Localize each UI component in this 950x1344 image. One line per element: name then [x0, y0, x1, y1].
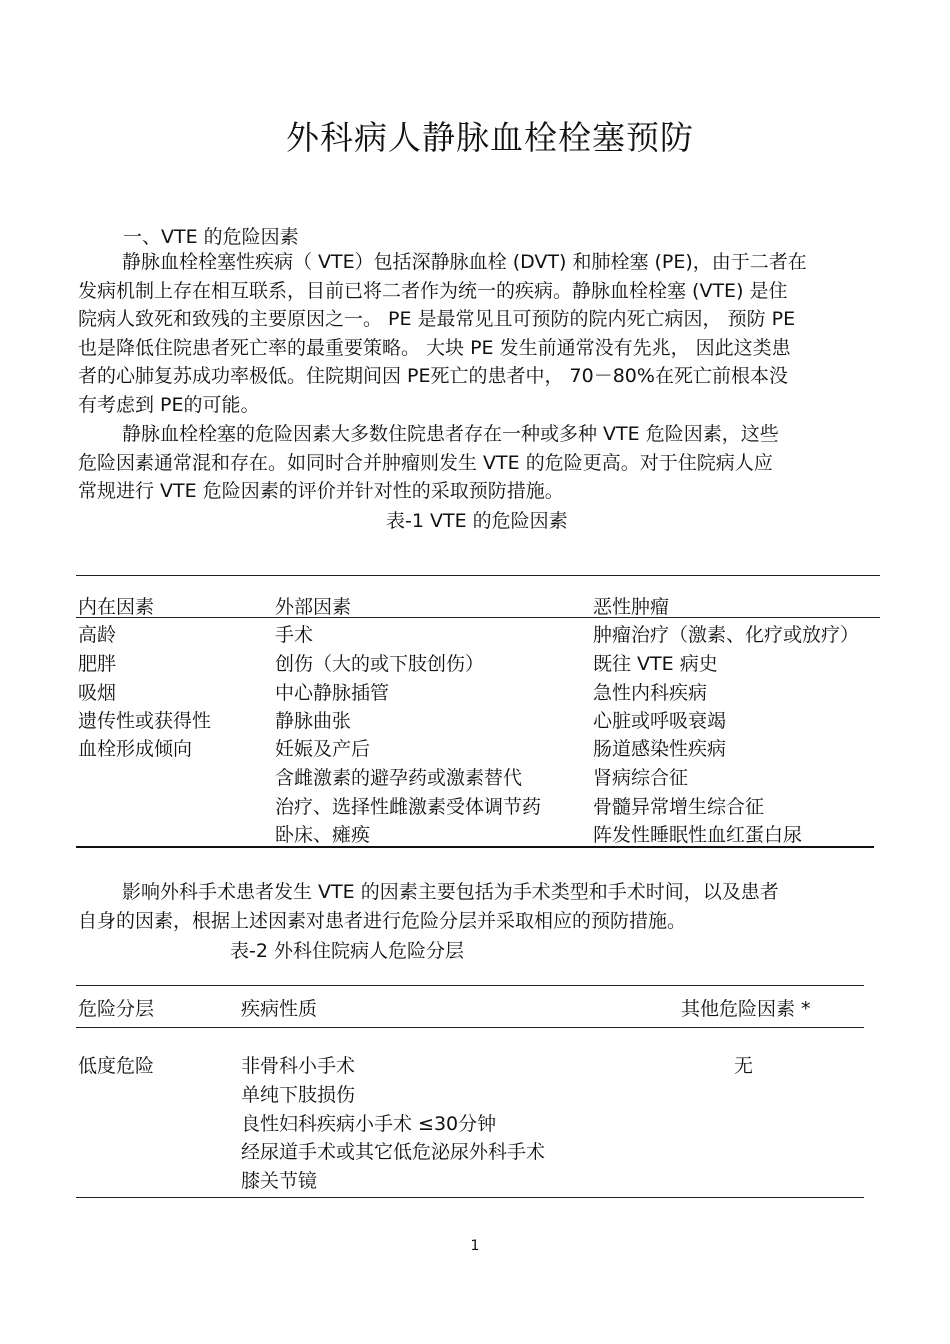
table1-cell: 治疗、选择性雌激素受体调节药: [275, 796, 542, 818]
table1-cell: 静脉曲张: [275, 710, 352, 732]
table1-cell: 骨髓异常增生综合征: [593, 796, 765, 818]
paragraph-line: 常规进行 VTE 危险因素的评价并针对性的采取预防措施。: [78, 480, 564, 502]
table1-cell: 既往 VTE 病史: [593, 653, 718, 675]
table1-cell: 高龄: [78, 624, 117, 646]
paragraph-line: 院病人致死和致残的主要原因之一。 PE 是最常见且可预防的院内死亡病因， 预防 PE: [78, 308, 796, 330]
table2-header-condition: 疾病性质: [241, 998, 318, 1020]
table1-cell: 创伤（大的或下肢创伤）: [275, 653, 485, 675]
paragraph-risk-factors: [78, 420, 878, 506]
paragraph-line: 自身的因素，根据上述因素对患者进行危险分层并采取相应的预防措施。: [78, 909, 687, 932]
paragraph-line: 者的心肺复苏成功率极低。住院期间因 PE死亡的患者中， 70－80%在死亡前根本没: [78, 365, 788, 387]
table2-top-rule: [76, 985, 864, 986]
paragraph-vte-intro: [78, 248, 878, 419]
table1-cell: 妊娠及产后: [275, 738, 371, 760]
table1-cell: 急性内科疾病: [593, 682, 708, 704]
paragraph-line: 危险因素通常混和存在。如同时合并肿瘤则发生 VTE 的危险更高。对于住院病人应: [78, 451, 773, 474]
table1-header-intrinsic: 内在因素: [78, 596, 155, 618]
table2-cell: 单纯下肢损伤: [241, 1084, 356, 1106]
table2-row-other: 无: [734, 1055, 754, 1077]
table1-header-rule: [76, 617, 880, 618]
table1-cell: 吸烟: [78, 682, 117, 704]
table1-cell: 肠道感染性疾病: [593, 738, 727, 760]
paragraph-line: 发病机制上存在相互联系，目前已将二者作为统一的疾病。静脉血栓栓塞 (VTE) 是住: [78, 279, 788, 302]
table2-header-other: 其他危险因素 *: [681, 998, 811, 1020]
table1-cell: 含雌激素的避孕药或激素替代: [275, 767, 523, 789]
table2-caption: 表-2 外科住院病人危险分层: [230, 940, 464, 962]
paragraph-line: 影响外科手术患者发生 VTE 的因素主要包括为手术类型和手术时间，以及患者: [122, 881, 779, 903]
table1-cell: 肾病综合征: [593, 767, 689, 789]
table1-cell: 遗传性或获得性: [78, 710, 212, 732]
table2-cell: 经尿道手术或其它低危泌尿外科手术: [241, 1141, 546, 1163]
paragraph-line: 也是降低住院患者死亡率的最重要策略。 大块 PE 发生前通常没有先兆， 因此这类患: [78, 336, 791, 359]
table1-cell: 卧床、瘫痪: [275, 824, 371, 846]
table1-cell: 肥胖: [78, 653, 117, 675]
table1-cell: 血栓形成倾向: [78, 738, 193, 760]
table2-cell: 膝关节镜: [241, 1170, 318, 1192]
section-heading: 一、VTE 的危险因素: [123, 226, 299, 248]
table1-header-malignancy: 恶性肿瘤: [593, 596, 670, 618]
table1-cell: 阵发性睡眠性血红蛋白尿: [593, 824, 803, 846]
table1-cell: 手术: [275, 624, 314, 646]
paragraph-line: 静脉血栓栓塞性疾病（ VTE）包括深静脉血栓 (DVT) 和肺栓塞 (PE)，由于二者在: [122, 251, 807, 273]
table1-cell: 肿瘤治疗（激素、化疗或放疗）: [593, 624, 860, 646]
document-title: 外科病人静脉血栓栓塞预防: [286, 118, 694, 157]
table1-cell: 中心静脉插管: [275, 682, 390, 704]
page-number: 1: [470, 1238, 480, 1254]
paragraph-surgical-factors: [78, 878, 878, 935]
table2-cell: 良性妇科疾病小手术 ≤30分钟: [241, 1113, 497, 1135]
table1-bottom-rule: [76, 846, 874, 848]
table1-top-rule: [76, 575, 880, 576]
table1-header-external: 外部因素: [275, 596, 352, 618]
table1-cell: 心脏或呼吸衰竭: [593, 710, 727, 732]
table2-header-level: 危险分层: [78, 998, 155, 1020]
paragraph-line: 有考虑到 PE的可能。: [78, 393, 260, 416]
paragraph-line: 静脉血栓栓塞的危险因素大多数住院患者存在一种或多种 VTE 危险因素，这些: [122, 423, 779, 445]
table2-cell: 非骨科小手术: [241, 1055, 356, 1077]
table2-row-level: 低度危险: [78, 1055, 155, 1077]
table2-header-rule: [76, 1027, 864, 1028]
table1-caption: 表-1 VTE 的危险因素: [386, 510, 568, 532]
table2-bottom-rule: [76, 1197, 864, 1198]
